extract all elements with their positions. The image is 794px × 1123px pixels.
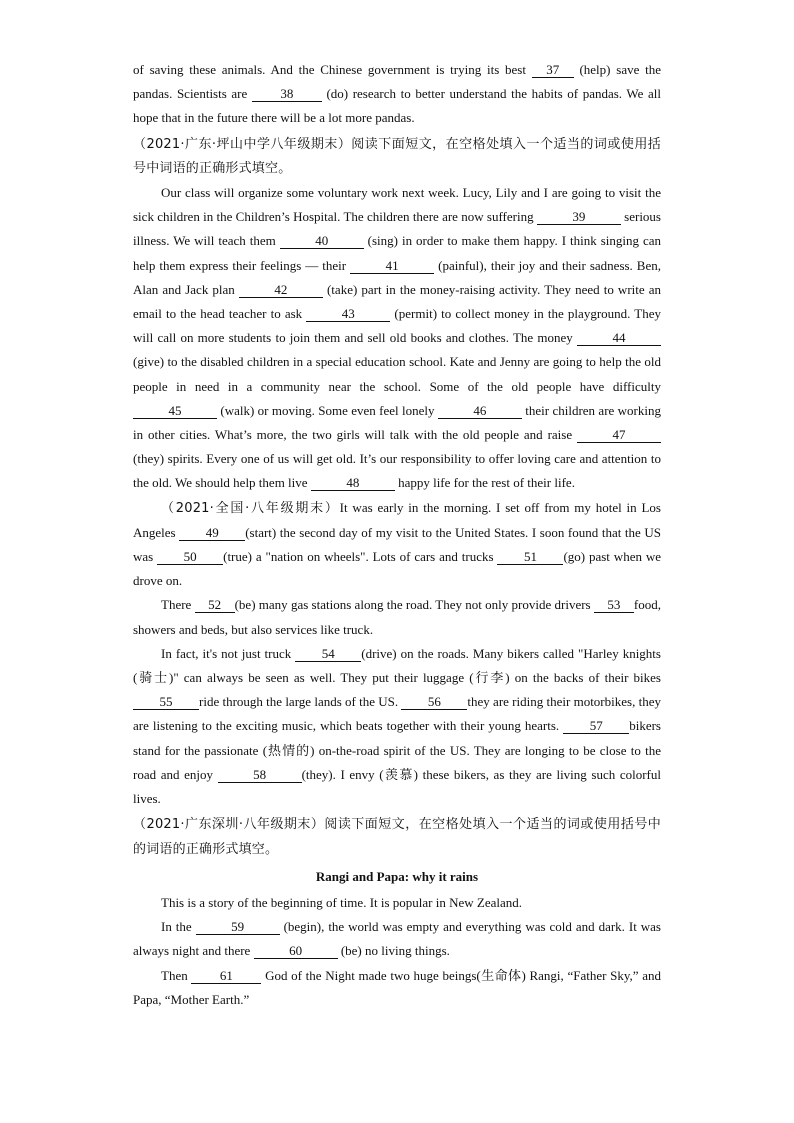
text-run: （2021·广东深圳·八年级期末）阅读下面短文，在空格处填入一个适当的词或使用括号中的词语的正确形式填空。 [133,817,661,857]
paragraph [133,593,661,641]
text-run: This is a story of the beginning of time. It is popular in New Zealand. [161,894,523,910]
text-run: (do) research to better understand the habits of pandas. We all hope that in the future there will be a lot more pandas. [133,86,661,126]
blank-40[interactable]: 40 [280,233,364,249]
text-run: (painful), their joy and their sadness. Ben, Alan and Jack plan [133,257,661,297]
blank-37[interactable]: 37 [532,62,574,78]
blank-48[interactable]: 48 [311,475,395,491]
paragraph [133,58,661,131]
text-run: (sing) in order to make them happy. I think singing can help them express their feelings — their [133,233,661,273]
blank-52[interactable]: 52 [195,597,235,613]
text-run: Rangi and Papa: why it rains [315,868,479,884]
text-run: (true) a "nation on wheels". Lots of cars and trucks [223,549,498,565]
paragraph [133,181,661,496]
blank-46[interactable]: 46 [438,403,522,419]
blank-47[interactable]: 47 [577,427,661,443]
blank-39[interactable]: 39 [537,209,621,225]
blank-60[interactable]: 60 [254,943,338,959]
text-run: In the [161,919,196,935]
paragraph [133,496,661,594]
text-run: There [161,597,195,613]
blank-51[interactable]: 51 [497,549,563,565]
text-run: (help) save the pandas. Scientists are [133,62,661,102]
text-run: (walk) or moving. Some even feel lonely [217,402,438,418]
blank-55[interactable]: 55 [133,694,199,710]
text-run: (go) past when we drove on. [133,549,661,589]
text-run: (drive) on the roads. Many bikers called "Harley knights (骑士)" can always be seen as well. They put their luggage (行李) on the backs of their bikes [133,645,661,686]
blank-58[interactable]: 58 [218,767,302,783]
text-run: (begin), the world was empty and everything was cold and dark. It was always night and there [133,919,661,959]
text-run: (give) to the disabled children in a special education school. Kate and Jenny are going to help the old people in need in a community near the school. Some of the old people have difficulty [133,354,661,394]
text-run: (they). I envy (羡慕) these bikers, as they are living such colorful lives. [133,766,661,807]
passage-title [133,865,661,889]
blank-50[interactable]: 50 [157,549,223,565]
text-run: (they) spirits. Every one of us will get old. It’s our responsibility to offer loving care and attention to the old. We should help them live [133,451,661,491]
text-run: their children are working in other cities. What’s more, the two girls will talk with the old people and raise [133,402,661,443]
blank-54[interactable]: 54 [295,646,361,662]
text-run: (be) no living things. [337,943,450,959]
text-run: Then [161,967,192,983]
blank-49[interactable]: 49 [179,525,245,541]
blank-38[interactable]: 38 [252,86,322,102]
text-run: serious illness. We will teach them [133,209,661,249]
text-run: (be) many gas stations along the road. They not only provide drivers [234,597,594,613]
text-run: they are riding their motorbikes, they are listening to the exciting music, which beats together with their young hearts. [133,694,661,734]
text-run: It was early in the morning. I set off from my hotel in Los Angeles [133,499,661,540]
blank-42[interactable]: 42 [239,282,323,298]
blank-53[interactable]: 53 [594,597,634,613]
blank-41[interactable]: 41 [350,258,434,274]
text-run: (start) the second day of my visit to the United States. I soon found that the US was [133,524,661,565]
text-run: God of the Night made two huge beings(生命体) Rangi, “Father Sky,” and Papa, “Mother Earth.” [133,967,661,1007]
text-run: (take) part in the money-raising activity. They need to write an email to the head teacher to ask [133,281,661,322]
blank-45[interactable]: 45 [133,403,217,419]
paragraph [133,964,661,1012]
blank-59[interactable]: 59 [196,919,280,935]
instruction-text [133,813,661,861]
text-run: food, showers and beds, but also services like truck. [133,597,661,637]
document-page [133,58,661,1012]
text-run: (permit) to collect money in the playground. They will call on more students to join them and sell old books and clothes. The money [133,306,662,346]
text-run: bikers stand for the passionate (热情的) on-the-road spirit of the US. They are longing to be close to the road and enjoy [133,718,661,782]
text-run: of saving these animals. And the Chinese government is trying its best [133,62,532,77]
blank-61[interactable]: 61 [191,968,261,984]
text-run: happy life for the rest of their life. [394,475,575,491]
text-run: Our class will organize some voluntary work next week. Lucy, Lily and I are going to visit the sick children in the Children’s Hospital. The children there are now suffering [133,185,661,225]
blank-43[interactable]: 43 [306,306,390,322]
instruction-text [133,133,661,181]
text-run: （2021·全国·八年级期末） [161,500,340,516]
blank-57[interactable]: 57 [563,718,629,734]
text-run: ride through the large lands of the US. [199,694,402,710]
paragraph [133,915,661,963]
paragraph [133,642,661,811]
blank-56[interactable]: 56 [401,694,467,710]
text-run: In fact, it's not just truck [161,645,296,661]
blank-44[interactable]: 44 [577,330,661,346]
paragraph [133,891,661,915]
text-run: （2021·广东·坪山中学八年级期末）阅读下面短文，在空格处填入一个适当的词或使用括号中词语的正确形式填空。 [133,136,661,176]
